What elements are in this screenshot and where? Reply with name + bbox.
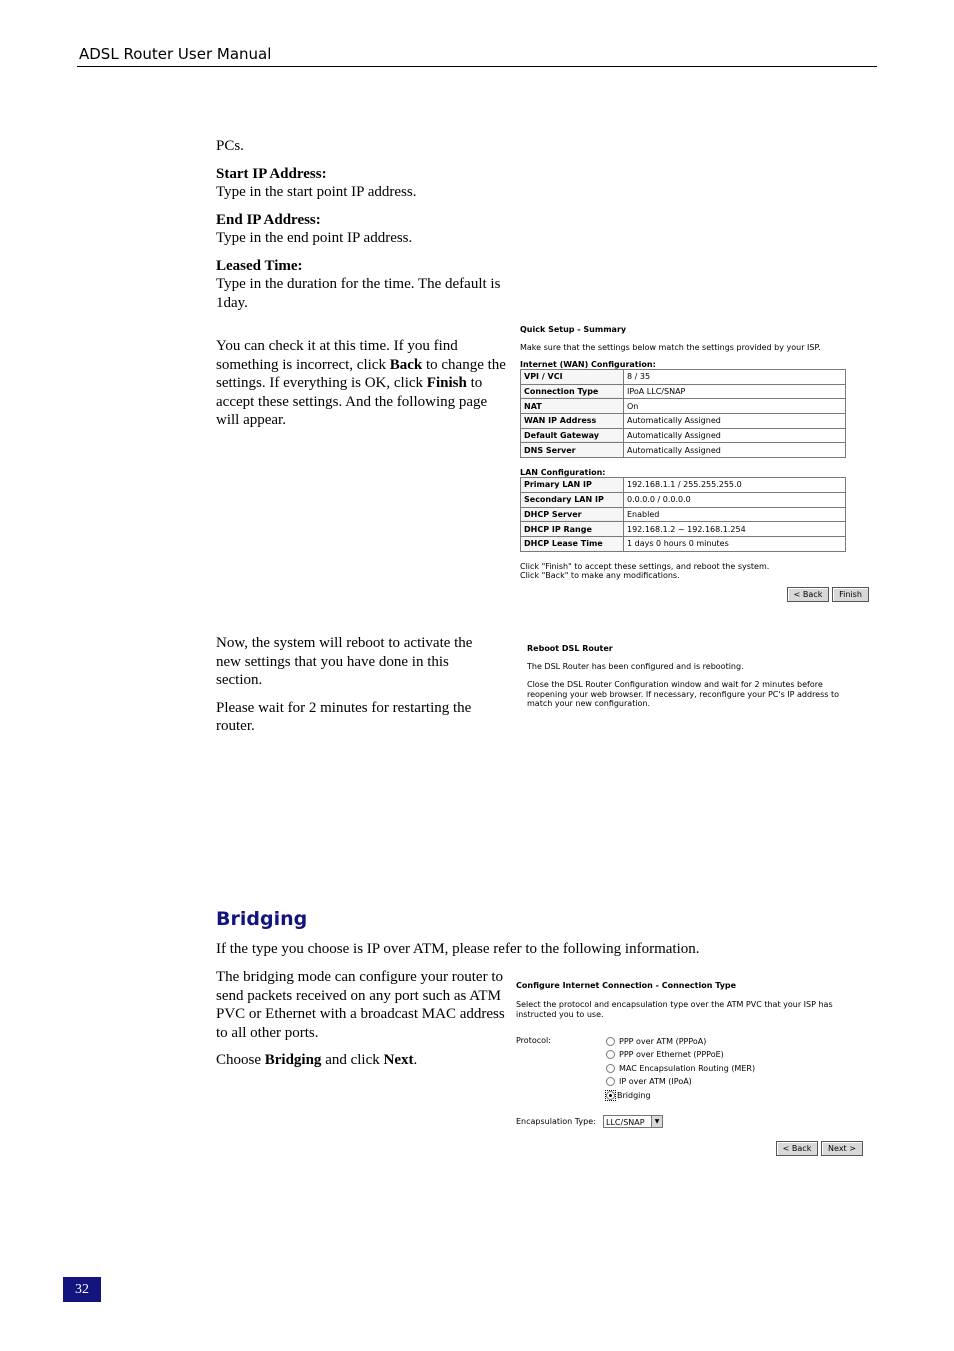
protocol-option-pppoa[interactable]	[606, 1036, 706, 1048]
wan-key: WAN IP Address	[521, 414, 624, 429]
option-label: PPP over ATM (PPPoA)	[619, 1037, 707, 1046]
option-label: Bridging	[617, 1091, 651, 1100]
reboot-dsl-router-panel	[527, 644, 857, 709]
lan-key: Primary LAN IP	[521, 478, 624, 493]
wan-config-heading: Internet (WAN) Configuration:	[520, 360, 656, 369]
summary-panel-subtitle: Make sure that the settings below match the settings provided by your ISP.	[520, 343, 821, 352]
encapsulation-value: LLC/SNAP	[606, 1118, 645, 1127]
table-row	[521, 443, 846, 458]
protocol-option-pppoe[interactable]	[606, 1049, 724, 1061]
end-ip-label: End IP Address:	[216, 211, 321, 228]
manual-header-title: ADSL Router User Manual	[79, 45, 272, 63]
wan-key: Default Gateway	[521, 428, 624, 443]
summary-text-part1: You can check it at this time. If you find something is incorrect, click	[216, 338, 458, 373]
option-label: IP over ATM (IPoA)	[619, 1077, 692, 1086]
bridging-intro: If the type you choose is IP over ATM, please refer to the following information.	[216, 941, 700, 957]
choose-mid: and click	[321, 1052, 384, 1068]
radio-icon[interactable]	[606, 1050, 615, 1059]
table-row	[521, 399, 846, 414]
table-row	[521, 384, 846, 399]
table-row	[521, 492, 846, 507]
summary-finish-button[interactable]: Finish	[832, 587, 869, 602]
wan-config-table	[520, 369, 846, 458]
start-ip-label: Start IP Address:	[216, 165, 327, 182]
lan-key: DHCP IP Range	[521, 522, 624, 537]
radio-icon[interactable]	[606, 1037, 615, 1046]
summary-instructions	[216, 337, 506, 430]
table-row	[521, 507, 846, 522]
summary-back-word: Back	[389, 356, 423, 373]
reboot-instructions	[216, 634, 496, 736]
lan-config-heading: LAN Configuration:	[520, 468, 606, 478]
protocol-option-ipoa[interactable]	[606, 1076, 692, 1088]
table-row	[521, 414, 846, 429]
reboot-text-p1: Now, the system will reboot to activate the new settings that you have done in this section.	[216, 635, 473, 688]
quick-setup-summary-panel	[520, 325, 870, 580]
bridging-section-title: Bridging	[216, 908, 308, 930]
conn-panel-desc: Select the protocol and encapsulation type over the ATM PVC that your ISP has instructed you to use.	[516, 1000, 833, 1019]
wan-key: NAT	[521, 399, 624, 414]
table-row	[521, 536, 846, 551]
table-row	[521, 522, 846, 537]
choose-pre: Choose	[216, 1052, 265, 1068]
reboot-panel-line1: The DSL Router has been configured and is rebooting.	[527, 662, 744, 671]
reboot-text-p2: Please wait for 2 minutes for restarting the router.	[216, 699, 472, 734]
summary-panel-title: Quick Setup - Summary	[520, 325, 627, 334]
wan-key: VPI / VCI	[521, 370, 624, 385]
wan-value: IPoA LLC/SNAP	[624, 384, 846, 399]
option-label: PPP over Ethernet (PPPoE)	[619, 1050, 724, 1059]
table-row	[521, 370, 846, 385]
table-row	[521, 428, 846, 443]
choose-end: .	[413, 1052, 418, 1068]
summary-back-button[interactable]: < Back	[787, 587, 829, 602]
lan-key: DHCP Server	[521, 507, 624, 522]
lan-value: 0.0.0.0 / 0.0.0.0	[624, 492, 846, 507]
page-number: 32	[63, 1277, 101, 1302]
radio-icon[interactable]	[606, 1064, 615, 1073]
lan-key: Secondary LAN IP	[521, 492, 624, 507]
encapsulation-label: Encapsulation Type:	[516, 1117, 596, 1126]
connection-type-panel	[516, 981, 846, 1019]
protocol-label: Protocol:	[516, 1036, 551, 1045]
leased-time-label: Leased Time:	[216, 257, 303, 274]
summary-text-part3: to accept these settings. And the following page will appear.	[216, 375, 488, 428]
lan-key: DHCP Lease Time	[521, 536, 624, 551]
option-label: MAC Encapsulation Routing (MER)	[619, 1064, 756, 1073]
protocol-option-bridging[interactable]	[606, 1090, 651, 1102]
conn-panel-title: Configure Internet Connection - Connection Type	[516, 981, 737, 990]
bridging-description	[216, 968, 506, 1070]
lan-value: 192.168.1.2 ~ 192.168.1.254	[624, 522, 846, 537]
pcs-text: PCs.	[216, 138, 244, 154]
wan-value: 8 / 35	[624, 370, 846, 385]
wan-value: On	[624, 399, 846, 414]
summary-note-back: Click "Back" to make any modifications.	[520, 570, 680, 580]
conn-back-button[interactable]: < Back	[776, 1141, 818, 1156]
focus-ring	[606, 1091, 615, 1100]
lan-value: Enabled	[624, 507, 846, 522]
header-divider	[77, 66, 877, 67]
chevron-down-icon[interactable]: ▼	[651, 1116, 662, 1127]
wan-value: Automatically Assigned	[624, 414, 846, 429]
radio-selected-icon[interactable]	[606, 1091, 615, 1100]
conn-next-button[interactable]: Next >	[821, 1141, 863, 1156]
start-ip-desc: Type in the start point IP address.	[216, 184, 417, 200]
reboot-panel-line2: Close the DSL Router Configuration window and wait for 2 minutes before reopening your web browser. If necessary, reconfigure your PC's IP address to match your new configuration.	[527, 680, 840, 708]
table-row	[521, 478, 846, 493]
wan-value: Automatically Assigned	[624, 428, 846, 443]
reboot-panel-title: Reboot DSL Router	[527, 644, 613, 653]
lan-value: 1 days 0 hours 0 minutes	[624, 536, 846, 551]
summary-note-finish: Click "Finish" to accept these settings, and reboot the system.	[520, 561, 770, 571]
lan-value: 192.168.1.1 / 255.255.255.0	[624, 478, 846, 493]
wan-value: Automatically Assigned	[624, 443, 846, 458]
choose-next-word: Next	[383, 1052, 414, 1068]
dhcp-settings-text	[216, 137, 506, 312]
encapsulation-select[interactable]	[603, 1115, 663, 1128]
radio-icon[interactable]	[606, 1077, 615, 1086]
summary-finish-word: Finish	[426, 375, 467, 391]
end-ip-desc: Type in the end point IP address.	[216, 230, 413, 246]
bridging-desc-text: The bridging mode can configure your router to send packets received on any port such as ATM PVC or Ethernet with a broadcast MAC address to all other ports.	[216, 969, 505, 1041]
summary-text-part2: to change the settings. If everything is OK, click	[216, 356, 506, 391]
wan-key: Connection Type	[521, 384, 624, 399]
choose-bridging-word: Bridging	[264, 1052, 322, 1068]
protocol-option-mer[interactable]	[606, 1063, 755, 1075]
wan-key: DNS Server	[521, 443, 624, 458]
lan-config-table	[520, 477, 846, 551]
leased-time-desc: Type in the duration for the time. The default is 1day.	[216, 276, 501, 311]
bridging-choose-text	[216, 1051, 506, 1070]
